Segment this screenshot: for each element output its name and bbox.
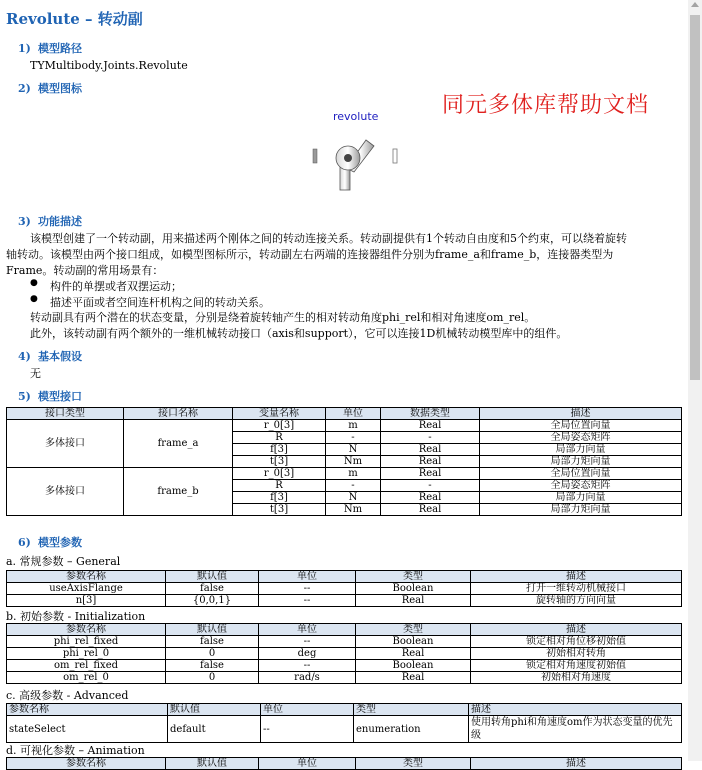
- model-path: TYMultibody.Joints.Revolute: [30, 59, 188, 72]
- table-cell: n[3]: [7, 595, 166, 607]
- table-cell: Nm: [326, 456, 381, 468]
- table-cell: N: [326, 492, 381, 504]
- table-cell: 局部力向量: [480, 492, 682, 504]
- table-header: 类型: [356, 758, 471, 770]
- table-header: 描述: [469, 704, 682, 716]
- table-cell: Real: [381, 504, 480, 516]
- table-header: 描述: [471, 758, 682, 770]
- table-cell: 局部力矩向量: [480, 456, 682, 468]
- icon-label: revolute: [333, 110, 379, 123]
- table-cell: 初始相对转角: [471, 648, 682, 660]
- params-animation-label: d. 可视化参数 – Animation: [6, 744, 145, 757]
- table-cell: 锁定相对角速度初始值: [471, 660, 682, 672]
- table-cell: Boolean: [356, 660, 471, 672]
- table-cell: r_0[3]: [233, 468, 326, 480]
- table-cell: f[3]: [233, 492, 326, 504]
- table-cell: Real: [381, 492, 480, 504]
- section-heading-model-icon: 2) 模型图标: [18, 82, 82, 95]
- table-cell: om_rel_fixed: [7, 660, 166, 672]
- table-row: [7, 648, 682, 660]
- section-heading-function: 3) 功能描述: [18, 215, 82, 228]
- description-state-vars: 转动副具有两个潜在的状态变量，分别是绕着旋转轴产生的相对转动角度phi_rel和相对角速度om_rel。: [30, 311, 536, 324]
- table-cell: --: [259, 660, 356, 672]
- scroll-up-arrow-icon[interactable]: [691, 2, 699, 7]
- table-cell: om_rel_0: [7, 672, 166, 684]
- vertical-scrollbar[interactable]: [688, 0, 702, 761]
- section-heading-assumptions: 4) 基本假设: [18, 350, 82, 363]
- params-animation-table: [6, 757, 682, 770]
- table-header: 描述: [480, 408, 682, 420]
- table-header: 描述: [471, 624, 682, 636]
- table-cell: Real: [356, 648, 471, 660]
- description-extra: 此外，该转动副有两个额外的一维机械转动接口（axis和support），它可以连接1D机械转动模型库中的组件。: [30, 327, 568, 340]
- table-row: [7, 595, 682, 607]
- table-cell: 多体接口: [7, 468, 124, 516]
- table-cell: Real: [381, 468, 480, 480]
- table-cell: -: [381, 432, 480, 444]
- table-header: 参数名称: [7, 704, 168, 716]
- bullet-item-1: ● 构件的单摆或者双摆运动；: [30, 278, 182, 294]
- table-cell: default: [168, 716, 261, 743]
- table-header: 类型: [356, 624, 471, 636]
- table-cell: 旋转轴的方向向量: [471, 595, 682, 607]
- params-advanced-label: c. 高级参数 - Advanced: [6, 689, 129, 702]
- table-row: [7, 716, 682, 743]
- table-cell: --: [259, 636, 356, 648]
- table-cell: 0: [166, 648, 259, 660]
- table-row: [7, 672, 682, 684]
- table-cell: Boolean: [356, 636, 471, 648]
- table-cell: r_0[3]: [233, 420, 326, 432]
- table-cell: Real: [381, 456, 480, 468]
- table-cell: R: [233, 480, 326, 492]
- table-cell: Nm: [326, 504, 381, 516]
- table-cell: --: [259, 595, 356, 607]
- table-cell: 多体接口: [7, 420, 124, 468]
- table-cell: N: [326, 444, 381, 456]
- table-cell: rad/s: [259, 672, 356, 684]
- assumption-text: 无: [30, 367, 41, 380]
- interface-table: [6, 407, 682, 516]
- table-row: [7, 468, 682, 480]
- table-cell: 全局姿态矩阵: [480, 432, 682, 444]
- scrollbar-thumb[interactable]: [690, 15, 700, 380]
- table-cell: enumeration: [354, 716, 469, 743]
- table-header: 默认值: [168, 704, 261, 716]
- table-cell: m: [326, 420, 381, 432]
- table-cell: -: [381, 480, 480, 492]
- table-header: 描述: [471, 571, 682, 583]
- table-cell: frame_b: [124, 468, 233, 516]
- table-header: 默认值: [166, 571, 259, 583]
- table-cell: -: [326, 480, 381, 492]
- table-row: [7, 636, 682, 648]
- table-cell: --: [259, 583, 356, 595]
- params-general-label: a. 常规参数 – General: [6, 555, 121, 568]
- table-header: 单位: [259, 758, 356, 770]
- table-cell: R: [233, 432, 326, 444]
- page-title: Revolute – 转动副: [6, 10, 143, 28]
- table-header: 单位: [261, 704, 354, 716]
- table-header-row: [7, 758, 682, 770]
- table-cell: 打开一维转动机械接口: [471, 583, 682, 595]
- table-cell: 0: [166, 672, 259, 684]
- table-header: 单位: [259, 624, 356, 636]
- table-header-row: [7, 571, 682, 583]
- table-cell: 初始相对角速度: [471, 672, 682, 684]
- table-cell: Boolean: [356, 583, 471, 595]
- watermark-text: 同元多体库帮助文档: [442, 93, 650, 118]
- table-cell: m: [326, 468, 381, 480]
- table-cell: Real: [356, 595, 471, 607]
- params-initialization-table: [6, 623, 682, 684]
- table-cell: {0,0,1}: [166, 595, 259, 607]
- table-cell: 全局位置向量: [480, 420, 682, 432]
- table-cell: Real: [356, 672, 471, 684]
- table-header: 单位: [259, 571, 356, 583]
- description-line-3: Frame。转动副的常用场景有：: [6, 264, 164, 277]
- table-header: 单位: [326, 408, 381, 420]
- params-advanced-table: [6, 703, 682, 743]
- table-cell: false: [166, 636, 259, 648]
- params-general-table: [6, 570, 682, 607]
- section-heading-model-path: 1) 模型路径: [18, 42, 82, 55]
- table-cell: Real: [381, 420, 480, 432]
- table-row: [7, 420, 682, 432]
- table-header-row: [7, 704, 682, 716]
- table-cell: frame_a: [124, 420, 233, 468]
- table-header: 参数名称: [7, 571, 166, 583]
- params-initialization-label: b. 初始参数 - Initialization: [6, 610, 146, 623]
- description-line-2: 轴转动。该模型由两个接口组成，如模型图标所示，转动副左右两端的连接器组件分别为frame_a和frame_b，连接器类型为: [6, 248, 614, 261]
- table-header: 数据类型: [381, 408, 480, 420]
- table-header: 类型: [356, 571, 471, 583]
- section-heading-parameters: 6) 模型参数: [18, 536, 82, 549]
- table-cell: phi_rel_fixed: [7, 636, 166, 648]
- table-cell: stateSelect: [7, 716, 168, 743]
- table-cell: Real: [381, 444, 480, 456]
- table-header: 变量名称: [233, 408, 326, 420]
- table-cell: 全局位置向量: [480, 468, 682, 480]
- revolute-joint-icon: [308, 128, 404, 192]
- table-cell: t[3]: [233, 504, 326, 516]
- table-cell: --: [261, 716, 354, 743]
- table-cell: phi_rel_0: [7, 648, 166, 660]
- table-header: 默认值: [166, 758, 259, 770]
- section-heading-interfaces: 5) 模型接口: [18, 390, 82, 403]
- table-cell: f[3]: [233, 444, 326, 456]
- bullet-item-2: ● 描述平面或者空间连杆机构之间的转动关系。: [30, 294, 270, 310]
- table-cell: 锁定相对角位移初始值: [471, 636, 682, 648]
- table-header: 接口名称: [124, 408, 233, 420]
- table-cell: -: [326, 432, 381, 444]
- table-header-row: [7, 408, 682, 420]
- table-header-row: [7, 624, 682, 636]
- table-cell: t[3]: [233, 456, 326, 468]
- table-cell: false: [166, 660, 259, 672]
- table-cell: 使用转角phi和角速度om作为状态变量的优先级: [469, 716, 682, 743]
- table-row: [7, 660, 682, 672]
- table-cell: deg: [259, 648, 356, 660]
- table-header: 接口类型: [7, 408, 124, 420]
- table-header: 类型: [354, 704, 469, 716]
- table-cell: useAxisFlange: [7, 583, 166, 595]
- table-row: [7, 583, 682, 595]
- table-cell: 全局姿态矩阵: [480, 480, 682, 492]
- table-header: 参数名称: [7, 758, 166, 770]
- table-cell: 局部力向量: [480, 444, 682, 456]
- description-line-1: 该模型创建了一个转动副，用来描述两个刚体之间的转动连接关系。转动副提供有1个转动自由度和5个约束，可以绕着旋转: [30, 232, 627, 245]
- table-cell: false: [166, 583, 259, 595]
- table-header: 参数名称: [7, 624, 166, 636]
- table-cell: 局部力矩向量: [480, 504, 682, 516]
- table-header: 默认值: [166, 624, 259, 636]
